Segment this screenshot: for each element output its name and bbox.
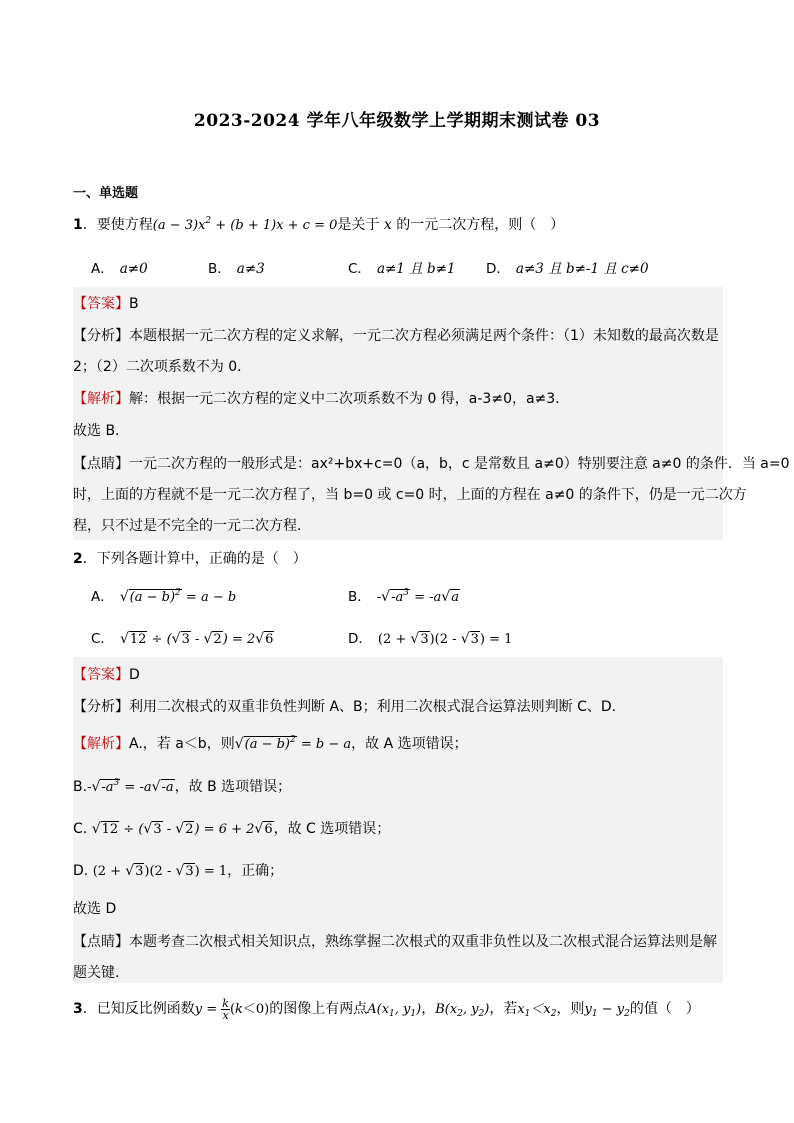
analysis-1-cont: 2；（2）二次项系数不为 0． <box>73 359 252 375</box>
option-a[interactable]: A． a≠0 <box>91 261 148 277</box>
analysis-2: 【分析】利用二次根式的双重非负性判断 A、B；利用二次根式混合运算法则判断 C、D. <box>73 699 617 715</box>
question-number: 1 <box>73 217 83 233</box>
section-heading: 一、单选题 <box>73 186 139 201</box>
solution-2c: C. √12 ÷ (√3 - √2) = 6 + 2√6，故 C 选项错误； <box>73 821 391 837</box>
question-1-stem: 1．要使方程$(a - 3)x^2 + (b + 1)x + c = 0$是关于 x 的一元二次方程，则（ ） <box>73 216 565 233</box>
q2-option-a[interactable]: A． $√(a - b)^2 = a - b$ <box>91 588 237 605</box>
answer-2: 【答案】D <box>73 667 140 683</box>
conclusion-1: 故选 B． <box>73 423 130 439</box>
option-c[interactable]: C． a≠1 且 b≠1 <box>348 261 456 277</box>
q2-option-c[interactable]: C． √12 ÷ (√3 - √2) = 2√6 <box>91 631 274 647</box>
comment-1-cont: 时，上面的方程就不是一元二次方程了，当 b=0 或 c=0 时，上面的方程在 a≠0 的条件下，仍是一元二次方 <box>73 487 747 503</box>
comment-1: 【点睛】一元二次方程的一般形式是：ax²+bx+c=0（a，b，c 是常数且 a≠0）特别要注意 a≠0 的条件．当 a=0 <box>73 456 790 472</box>
option-d[interactable]: D． a≠3 且 b≠-1 且 c≠0 <box>486 261 649 277</box>
equation: $(a - 3)x^2 + (b + 1)x + c = 0$ <box>152 216 338 233</box>
solution-1: 【解析】解：根据一元二次方程的定义中二次项系数不为 0 得，a-3≠0，a≠3． <box>73 391 570 407</box>
question-3-stem: 3．已知反比例函数y = $\frac{k}{x}$ (k＜0)的图像上有两点$A(x_1$, $y_1$)，$B(x_2$, $y_2$)，若$x_1<x_2$，则$y_1 - y_2$的值（ ） <box>73 997 700 1022</box>
solution-2a: 【解析】A.，若 a＜b，则$√(a - b)^2 = b - a$，故 A 选项错误； <box>73 735 468 752</box>
comment-2-cont: 题关键. <box>73 965 120 981</box>
page-title: 2023-2024 学年八年级数学上学期期末测试卷 03 <box>193 111 601 131</box>
question-2-stem: 2．下列各题计算中，正确的是（ ） <box>73 551 307 567</box>
comment-2: 【点睛】本题考查二次根式相关知识点，熟练掌握二次根式的双重非负性以及二次根式混合运算法则是解 <box>73 934 717 950</box>
solution-2d: D. (2 + √3)(2 - √3) = 1，正确； <box>73 863 284 879</box>
q2-option-d[interactable]: D． (2 + √3)(2 - √3) = 1 <box>348 631 513 647</box>
solution-2b: $B.-√-a^3 = -a√-a$，故 B 选项错误； <box>73 778 292 795</box>
answer-1: 【答案】B <box>73 296 139 312</box>
q2-option-b[interactable]: B． $-√-a^3 = -a√a$ <box>348 588 459 605</box>
analysis-1: 【分析】本题根据一元二次方程的定义求解，一元二次方程必须满足两个条件：（1）未知数的最高次数是 <box>73 328 719 344</box>
function-expression: y = $\frac{k}{x}$ (k＜0) <box>194 997 270 1022</box>
option-b[interactable]: B． a≠3 <box>208 261 265 277</box>
comment-1-cont2: 程，只不过是不完全的一元二次方程． <box>73 518 311 534</box>
conclusion-2: 故选 D <box>73 901 117 917</box>
